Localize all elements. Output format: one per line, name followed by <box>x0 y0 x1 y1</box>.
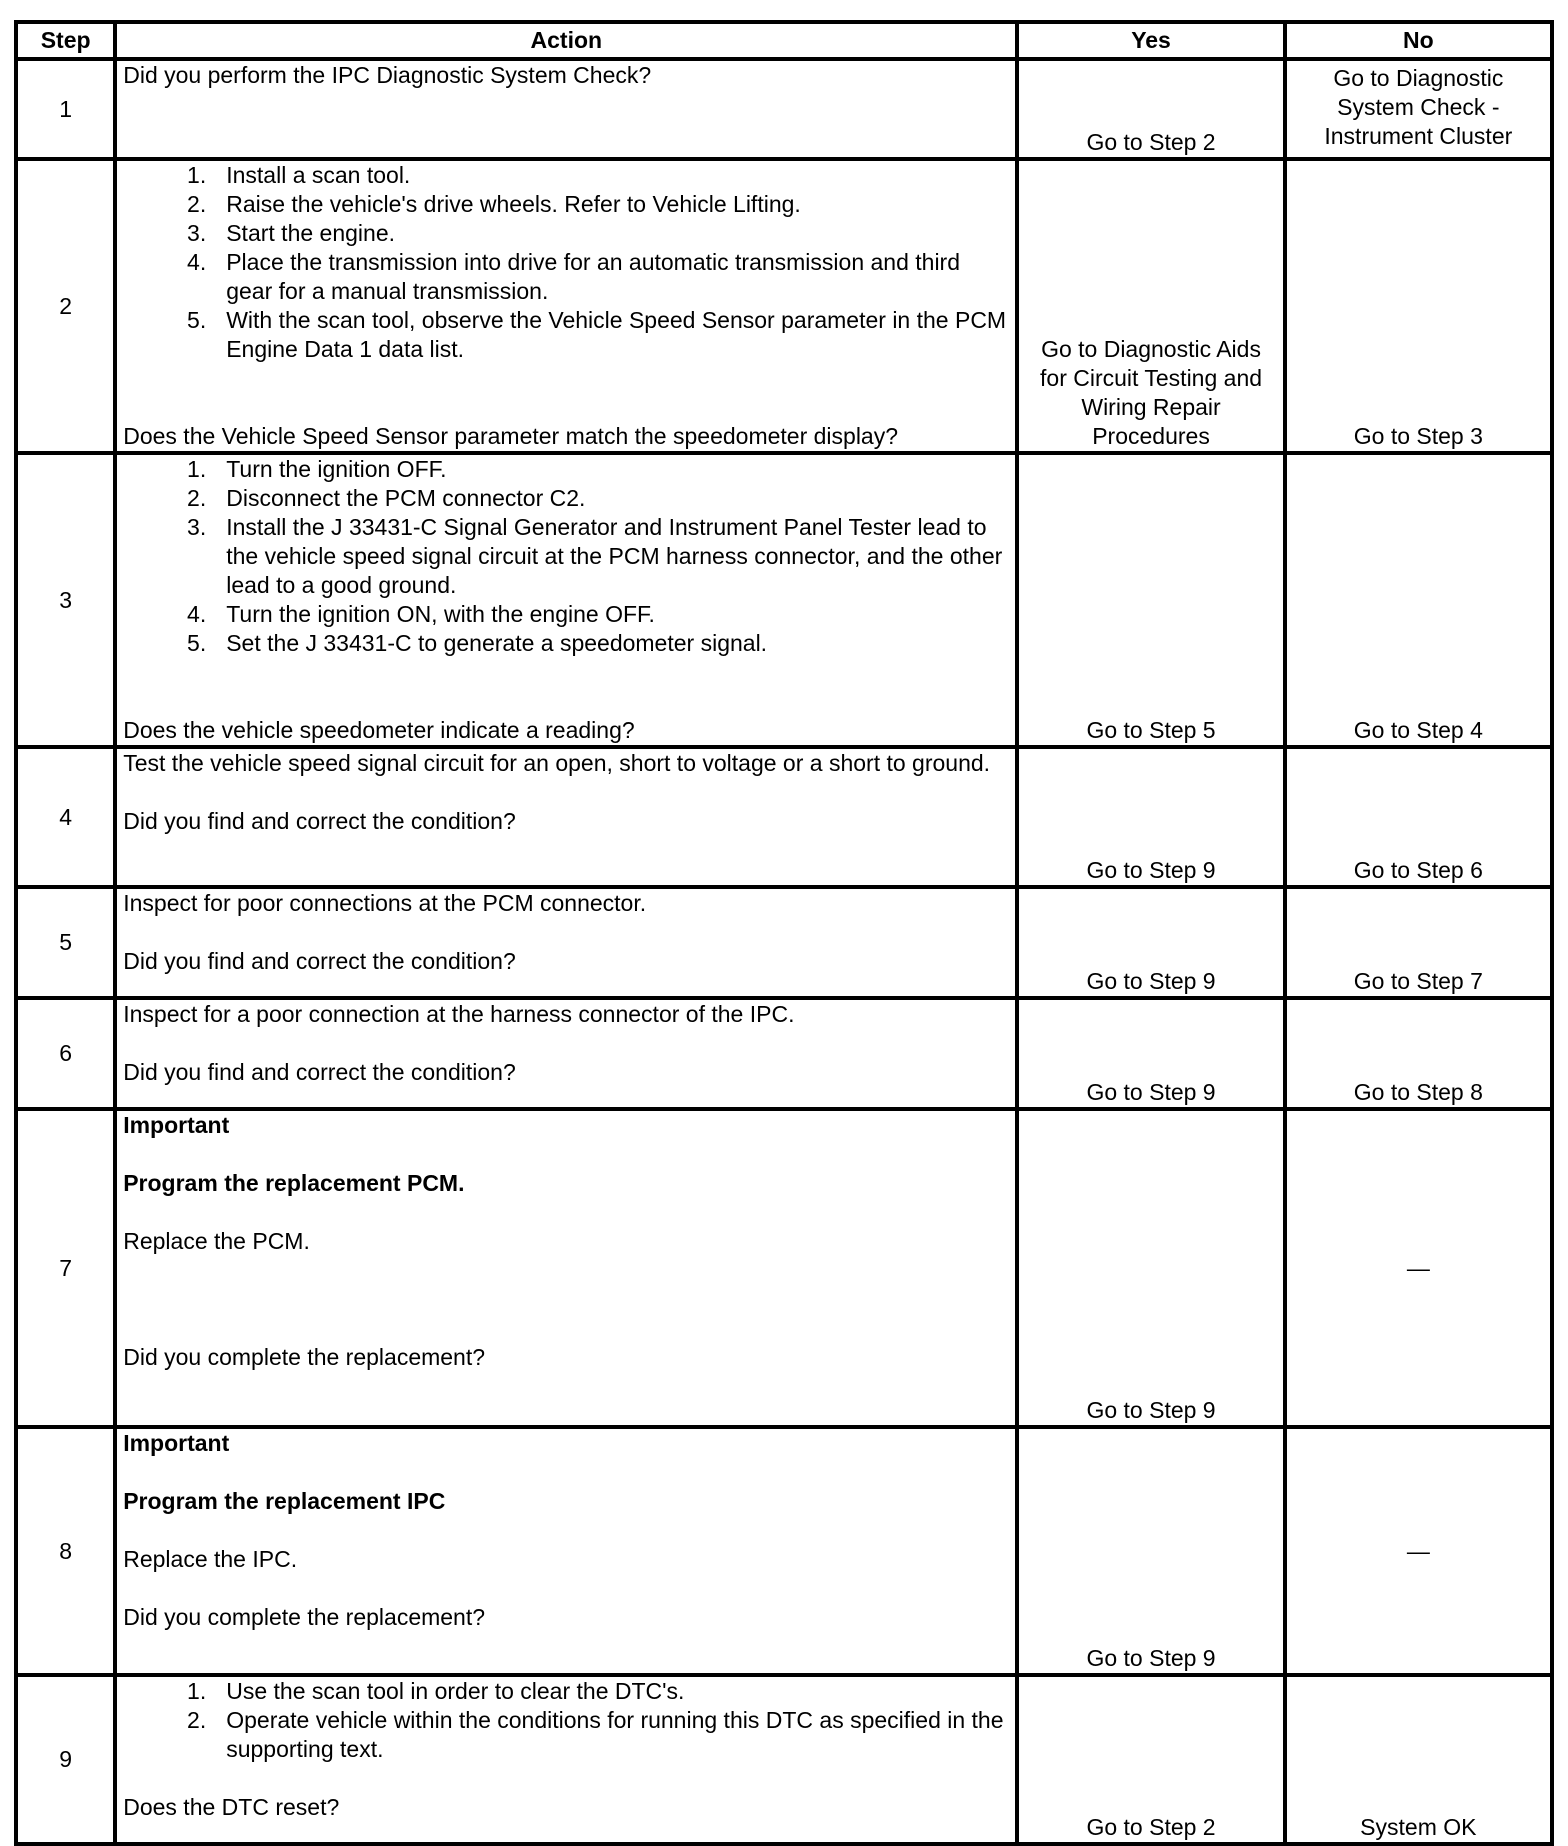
table-row <box>16 1675 1552 1844</box>
no-cell: Go to Step 8 <box>1285 998 1552 1109</box>
action-cell <box>115 159 1017 453</box>
no-cell: Go to Step 7 <box>1285 887 1552 998</box>
list-number: 3. <box>187 514 207 540</box>
list-text: Use the scan tool in order to clear the DTC's. <box>226 1678 685 1704</box>
list-text: With the scan tool, observe the Vehicle Speed Sensor parameter in the PCM Engine Data 1 data list. <box>226 307 1007 362</box>
list-item <box>123 219 1009 248</box>
no-cell: System OK <box>1285 1675 1552 1844</box>
list-item <box>123 629 1009 658</box>
table-row <box>16 998 1552 1109</box>
yes-cell: Go to Step 2 <box>1017 1675 1284 1844</box>
yes-cell: Go to Step 9 <box>1017 747 1284 887</box>
step-number: 8 <box>16 1427 115 1675</box>
step-number: 3 <box>16 453 115 747</box>
step-number: 9 <box>16 1675 115 1844</box>
no-cell: Go to Step 4 <box>1285 453 1552 747</box>
diagnostic-table <box>14 20 1554 1846</box>
yes-cell: Go to Step 2 <box>1017 59 1284 159</box>
question-text: Did you complete the replacement? <box>123 1344 486 1370</box>
important-note: Program the replacement IPC <box>123 1488 446 1514</box>
header-action: Action <box>115 22 1017 59</box>
action-cell <box>115 1427 1017 1675</box>
no-cell: — <box>1285 1427 1552 1675</box>
yes-cell: Go to Diagnostic Aids for Circuit Testing and Wiring Repair Procedures <box>1017 159 1284 453</box>
action-text: Inspect for a poor connection at the harness connector of the IPC. <box>123 1001 795 1027</box>
no-cell: Go to Step 3 <box>1285 159 1552 453</box>
table-row <box>16 747 1552 887</box>
action-cell <box>115 453 1017 747</box>
question-text: Does the Vehicle Speed Sensor parameter match the speedometer display? <box>123 423 899 449</box>
list-text: Install the J 33431-C Signal Generator and Instrument Panel Tester lead to the vehicle speed signal circuit at the PCM harness connector, and the other lead to a good ground. <box>226 514 1003 598</box>
action-cell <box>115 998 1017 1109</box>
list-item <box>123 306 1009 364</box>
instruction-text: Replace the PCM. <box>123 1228 310 1254</box>
action-text: Test the vehicle speed signal circuit for an open, short to voltage or a short to ground. <box>123 750 991 776</box>
step-number: 4 <box>16 747 115 887</box>
question-text: Did you find and correct the condition? <box>123 948 516 974</box>
list-item <box>123 455 1009 484</box>
table-row <box>16 453 1552 747</box>
important-label: Important <box>123 1112 230 1138</box>
diagnostic-table-wrapper <box>14 20 1554 1846</box>
procedure-list <box>123 1677 1009 1764</box>
table-row <box>16 887 1552 998</box>
action-cell <box>115 1109 1017 1427</box>
yes-cell: Go to Step 9 <box>1017 1109 1284 1427</box>
list-text: Set the J 33431-C to generate a speedometer signal. <box>226 630 768 656</box>
yes-cell: Go to Step 9 <box>1017 887 1284 998</box>
list-number: 5. <box>187 307 207 333</box>
table-row <box>16 1109 1552 1427</box>
no-cell: Go to Diagnostic System Check - Instrument Cluster <box>1285 59 1552 159</box>
step-number: 7 <box>16 1109 115 1427</box>
no-cell: Go to Step 6 <box>1285 747 1552 887</box>
table-row <box>16 59 1552 159</box>
list-number: 3. <box>187 220 207 246</box>
list-number: 2. <box>187 1707 207 1733</box>
header-row <box>16 22 1552 59</box>
step-number: 6 <box>16 998 115 1109</box>
list-text: Raise the vehicle's drive wheels. Refer to Vehicle Lifting. <box>226 191 801 217</box>
list-item <box>123 1706 1009 1764</box>
list-item <box>123 248 1009 306</box>
list-number: 4. <box>187 601 207 627</box>
list-text: Place the transmission into drive for an automatic transmission and third gear for a manual transmission. <box>226 249 961 304</box>
list-item <box>123 600 1009 629</box>
list-item <box>123 190 1009 219</box>
question-text: Does the DTC reset? <box>123 1794 340 1820</box>
table-row <box>16 1427 1552 1675</box>
instruction-text: Replace the IPC. <box>123 1546 298 1572</box>
procedure-list <box>123 455 1009 658</box>
list-text: Operate vehicle within the conditions for running this DTC as specified in the supporting text. <box>226 1707 1004 1762</box>
yes-cell: Go to Step 9 <box>1017 998 1284 1109</box>
question-text: Did you complete the replacement? <box>123 1604 486 1630</box>
list-number: 4. <box>187 249 207 275</box>
procedure-list <box>123 161 1009 364</box>
action-cell <box>115 59 1017 159</box>
question-text: Does the vehicle speedometer indicate a reading? <box>123 717 635 743</box>
list-number: 1. <box>187 456 207 482</box>
list-number: 5. <box>187 630 207 656</box>
action-cell <box>115 1675 1017 1844</box>
important-label: Important <box>123 1430 230 1456</box>
list-number: 2. <box>187 191 207 217</box>
list-number: 1. <box>187 1678 207 1704</box>
list-item <box>123 161 1009 190</box>
list-text: Turn the ignition OFF. <box>226 456 447 482</box>
list-text: Start the engine. <box>226 220 396 246</box>
header-yes: Yes <box>1017 22 1284 59</box>
table-row <box>16 159 1552 453</box>
action-text: Inspect for poor connections at the PCM connector. <box>123 890 647 916</box>
list-number: 2. <box>187 485 207 511</box>
step-number: 1 <box>16 59 115 159</box>
header-step: Step <box>16 22 115 59</box>
list-item <box>123 1677 1009 1706</box>
list-item <box>123 513 1009 600</box>
action-text: Did you perform the IPC Diagnostic System Check? <box>123 62 652 88</box>
list-text: Turn the ignition ON, with the engine OFF. <box>226 601 655 627</box>
header-no: No <box>1285 22 1552 59</box>
action-cell <box>115 747 1017 887</box>
list-text: Disconnect the PCM connector C2. <box>226 485 586 511</box>
step-number: 5 <box>16 887 115 998</box>
yes-cell: Go to Step 5 <box>1017 453 1284 747</box>
important-note: Program the replacement PCM. <box>123 1170 465 1196</box>
question-text: Did you find and correct the condition? <box>123 808 516 834</box>
question-text: Did you find and correct the condition? <box>123 1059 516 1085</box>
list-item <box>123 484 1009 513</box>
action-cell <box>115 887 1017 998</box>
no-cell: — <box>1285 1109 1552 1427</box>
list-number: 1. <box>187 162 207 188</box>
yes-cell: Go to Step 9 <box>1017 1427 1284 1675</box>
step-number: 2 <box>16 159 115 453</box>
list-text: Install a scan tool. <box>226 162 411 188</box>
